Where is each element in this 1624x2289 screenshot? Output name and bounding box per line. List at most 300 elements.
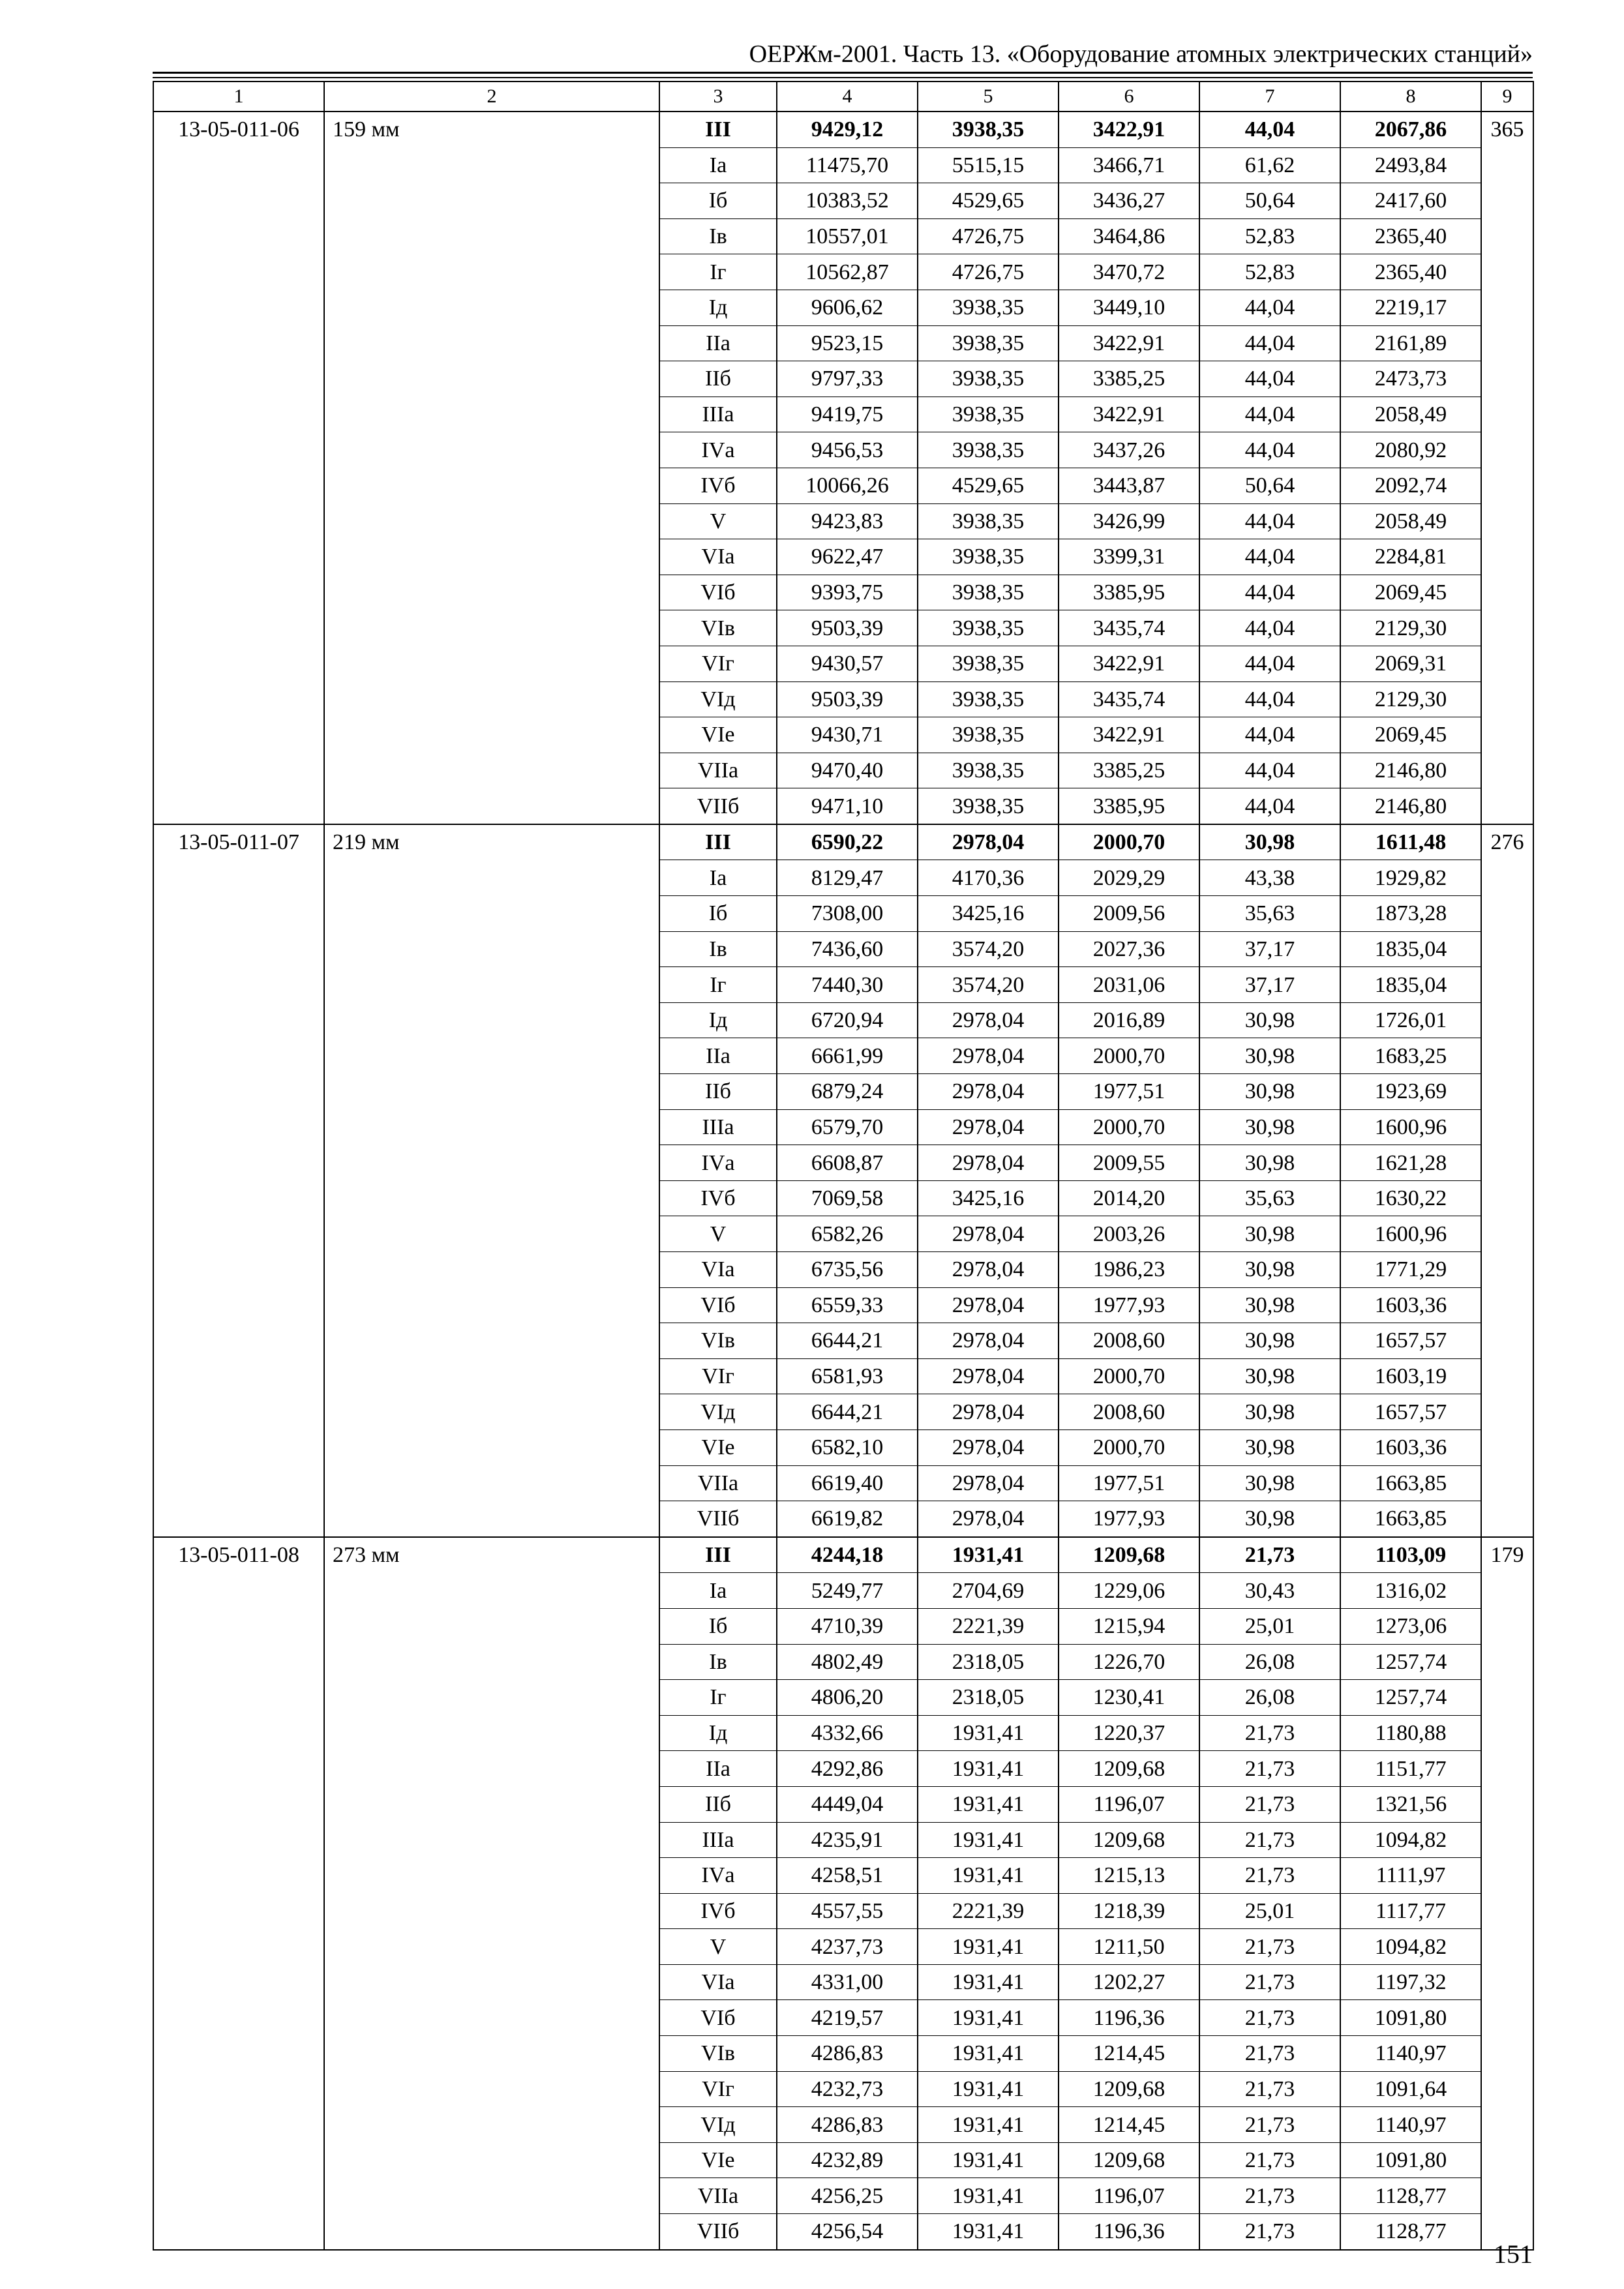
- diameter: 159 мм: [324, 112, 659, 824]
- value-cell: 6619,82: [777, 1501, 918, 1537]
- value-cell: 2978,04: [918, 1429, 1059, 1465]
- value-cell: 21,73: [1199, 1929, 1340, 1965]
- value-cell: 9471,10: [777, 788, 918, 824]
- value-cell: 9430,57: [777, 646, 918, 681]
- value-cell: 4529,65: [918, 183, 1059, 219]
- value-cell: 21,73: [1199, 1751, 1340, 1787]
- value-cell: 3443,87: [1059, 468, 1199, 503]
- value-cell: 1226,70: [1059, 1644, 1199, 1680]
- value-cell: 2978,04: [918, 1465, 1059, 1501]
- value-cell: 1094,82: [1340, 1822, 1481, 1858]
- value-cell: 35,63: [1199, 1180, 1340, 1216]
- value-cell: 52,83: [1199, 218, 1340, 254]
- value-cell: 1663,85: [1340, 1465, 1481, 1501]
- value-cell: 30,98: [1199, 1109, 1340, 1145]
- value-cell: 1140,97: [1340, 2107, 1481, 2143]
- value-cell: 3466,71: [1059, 147, 1199, 183]
- value-cell: 6720,94: [777, 1002, 918, 1038]
- rate-code: 13-05-011-06: [153, 112, 324, 824]
- zone-label: Iа: [659, 147, 777, 183]
- value-cell: 44,04: [1199, 681, 1340, 717]
- value-cell: 3435,74: [1059, 610, 1199, 646]
- value-cell: 2161,89: [1340, 325, 1481, 361]
- value-cell: 1621,28: [1340, 1145, 1481, 1181]
- value-cell: 2080,92: [1340, 432, 1481, 468]
- value-cell: 1196,36: [1059, 2214, 1199, 2250]
- value-cell: 1211,50: [1059, 1929, 1199, 1965]
- value-cell: 1091,80: [1340, 2142, 1481, 2178]
- value-cell: 1218,39: [1059, 1893, 1199, 1929]
- value-cell: 44,04: [1199, 575, 1340, 610]
- page-number: 151: [1494, 2239, 1533, 2269]
- value-cell: 2978,04: [918, 1252, 1059, 1288]
- value-cell: 50,64: [1199, 468, 1340, 503]
- value-cell: 10066,26: [777, 468, 918, 503]
- value-cell: 1931,41: [918, 2214, 1059, 2250]
- value-cell: 11475,70: [777, 147, 918, 183]
- value-cell: 1873,28: [1340, 896, 1481, 932]
- zone-label: VIа: [659, 1252, 777, 1288]
- column-number: 7: [1199, 82, 1340, 112]
- value-cell: 2978,04: [918, 1145, 1059, 1181]
- value-cell: 2009,56: [1059, 896, 1199, 932]
- value-cell: 1835,04: [1340, 931, 1481, 967]
- zone-label: VIа: [659, 539, 777, 575]
- value-cell: 1103,09: [1340, 1537, 1481, 1573]
- value-cell: 9423,83: [777, 503, 918, 539]
- value-cell: 30,98: [1199, 1465, 1340, 1501]
- value-cell: 44,04: [1199, 610, 1340, 646]
- value-cell: 2219,17: [1340, 290, 1481, 325]
- value-cell: 6608,87: [777, 1145, 918, 1181]
- zone-label: Iд: [659, 1715, 777, 1751]
- column-number: 9: [1481, 82, 1533, 112]
- value-cell: 1603,36: [1340, 1429, 1481, 1465]
- value-cell: 4237,73: [777, 1929, 918, 1965]
- value-cell: 61,62: [1199, 147, 1340, 183]
- zone-label: VIг: [659, 646, 777, 681]
- value-cell: 1209,68: [1059, 1822, 1199, 1858]
- value-cell: 2014,20: [1059, 1180, 1199, 1216]
- value-cell: 2008,60: [1059, 1323, 1199, 1359]
- value-cell: 1683,25: [1340, 1038, 1481, 1074]
- value-cell: 4232,89: [777, 2142, 918, 2178]
- value-cell: 2009,55: [1059, 1145, 1199, 1181]
- value-cell: 1215,13: [1059, 1858, 1199, 1894]
- value-cell: 35,63: [1199, 896, 1340, 932]
- value-cell: 1220,37: [1059, 1715, 1199, 1751]
- value-cell: 4219,57: [777, 2000, 918, 2036]
- value-cell: 10562,87: [777, 254, 918, 290]
- value-cell: 4258,51: [777, 1858, 918, 1894]
- value-cell: 44,04: [1199, 503, 1340, 539]
- value-cell: 1091,64: [1340, 2071, 1481, 2107]
- zone-label: IVб: [659, 1180, 777, 1216]
- rate-code: 13-05-011-07: [153, 824, 324, 1537]
- value-cell: 9523,15: [777, 325, 918, 361]
- zone-label: IVа: [659, 1145, 777, 1181]
- value-cell: 2318,05: [918, 1644, 1059, 1680]
- zone-label: VIд: [659, 2107, 777, 2143]
- value-cell: 1091,80: [1340, 2000, 1481, 2036]
- column-number: 1: [153, 82, 324, 112]
- value-cell: 3938,35: [918, 610, 1059, 646]
- value-cell: 7308,00: [777, 896, 918, 932]
- zone-label: VIб: [659, 575, 777, 610]
- value-cell: 3435,74: [1059, 681, 1199, 717]
- value-cell: 2000,70: [1059, 1429, 1199, 1465]
- value-cell: 2000,70: [1059, 824, 1199, 860]
- value-cell: 1257,74: [1340, 1680, 1481, 1716]
- value-cell: 6582,26: [777, 1216, 918, 1252]
- value-cell: 1630,22: [1340, 1180, 1481, 1216]
- value-cell: 1128,77: [1340, 2214, 1481, 2250]
- zone-label: VIе: [659, 717, 777, 753]
- value-cell: 2978,04: [918, 1002, 1059, 1038]
- value-cell: 6582,10: [777, 1429, 918, 1465]
- value-cell: 1835,04: [1340, 967, 1481, 1003]
- zone-label: VIв: [659, 1323, 777, 1359]
- value-cell: 1209,68: [1059, 2142, 1199, 2178]
- value-cell: 2008,60: [1059, 1394, 1199, 1430]
- value-cell: 1931,41: [918, 1786, 1059, 1822]
- value-cell: 2978,04: [918, 1287, 1059, 1323]
- zone-label: V: [659, 1929, 777, 1965]
- value-cell: 44,04: [1199, 361, 1340, 397]
- value-cell: 2146,80: [1340, 788, 1481, 824]
- value-cell: 2365,40: [1340, 254, 1481, 290]
- value-cell: 4256,25: [777, 2178, 918, 2214]
- zone-label: VIIб: [659, 1501, 777, 1537]
- value-cell: 21,73: [1199, 1822, 1340, 1858]
- value-cell: 3938,35: [918, 112, 1059, 147]
- value-cell: 5249,77: [777, 1573, 918, 1609]
- zone-label: IIIа: [659, 1109, 777, 1145]
- zone-label: IIIа: [659, 1822, 777, 1858]
- value-cell: 6644,21: [777, 1323, 918, 1359]
- zone-label: IIб: [659, 361, 777, 397]
- value-cell: 4710,39: [777, 1608, 918, 1644]
- value-cell: 30,98: [1199, 1252, 1340, 1288]
- value-cell: 1611,48: [1340, 824, 1481, 860]
- value-cell: 3385,95: [1059, 788, 1199, 824]
- zone-label: VIд: [659, 1394, 777, 1430]
- value-cell: 2284,81: [1340, 539, 1481, 575]
- value-cell: 9429,12: [777, 112, 918, 147]
- value-cell: 9503,39: [777, 681, 918, 717]
- value-cell: 1273,06: [1340, 1608, 1481, 1644]
- value-cell: 1230,41: [1059, 1680, 1199, 1716]
- value-cell: 9503,39: [777, 610, 918, 646]
- zone-label: V: [659, 1216, 777, 1252]
- value-cell: 1600,96: [1340, 1109, 1481, 1145]
- column-number: 8: [1340, 82, 1481, 112]
- zone-label: VIа: [659, 1964, 777, 2000]
- value-cell: 3938,35: [918, 432, 1059, 468]
- value-cell: 1215,94: [1059, 1608, 1199, 1644]
- value-cell: 3938,35: [918, 503, 1059, 539]
- value-cell: 1180,88: [1340, 1715, 1481, 1751]
- zone-label: IVб: [659, 1893, 777, 1929]
- value-cell: 1977,51: [1059, 1074, 1199, 1110]
- value-cell: 1140,97: [1340, 2036, 1481, 2072]
- value-cell: 9797,33: [777, 361, 918, 397]
- value-cell: 1931,41: [918, 2071, 1059, 2107]
- value-cell: 5515,15: [918, 147, 1059, 183]
- value-cell: 1977,93: [1059, 1501, 1199, 1537]
- column-number: 3: [659, 82, 777, 112]
- value-cell: 44,04: [1199, 290, 1340, 325]
- value-cell: 21,73: [1199, 2107, 1340, 2143]
- value-cell: 3938,35: [918, 788, 1059, 824]
- value-cell: 1600,96: [1340, 1216, 1481, 1252]
- zone-label: VIIа: [659, 2178, 777, 2214]
- zone-label: VIг: [659, 1358, 777, 1394]
- value-cell: 2067,86: [1340, 112, 1481, 147]
- column-number: 4: [777, 82, 918, 112]
- value-cell: 2069,45: [1340, 575, 1481, 610]
- value-cell: 2221,39: [918, 1893, 1059, 1929]
- zone-label: Iа: [659, 860, 777, 896]
- value-cell: 1663,85: [1340, 1501, 1481, 1537]
- value-cell: 2069,45: [1340, 717, 1481, 753]
- value-cell: 4256,54: [777, 2214, 918, 2250]
- value-cell: 1931,41: [918, 1929, 1059, 1965]
- value-cell: 21,73: [1199, 2036, 1340, 2072]
- zone-label: VIб: [659, 1287, 777, 1323]
- value-cell: 3470,72: [1059, 254, 1199, 290]
- value-cell: 3422,91: [1059, 112, 1199, 147]
- value-cell: 3574,20: [918, 967, 1059, 1003]
- value-cell: 30,43: [1199, 1573, 1340, 1609]
- rate-code: 13-05-011-08: [153, 1537, 324, 2250]
- value-cell: 44,04: [1199, 112, 1340, 147]
- value-cell: 3938,35: [918, 575, 1059, 610]
- zone-label: VIв: [659, 610, 777, 646]
- group-total-row: [153, 112, 1533, 147]
- zone-label: VIг: [659, 2071, 777, 2107]
- zone-label: VIб: [659, 2000, 777, 2036]
- value-cell: 2978,04: [918, 1109, 1059, 1145]
- value-cell: 21,73: [1199, 1858, 1340, 1894]
- value-cell: 25,01: [1199, 1608, 1340, 1644]
- zone-label: VIе: [659, 1429, 777, 1465]
- value-cell: 2978,04: [918, 824, 1059, 860]
- value-cell: 2016,89: [1059, 1002, 1199, 1038]
- value-cell: 1726,01: [1340, 1002, 1481, 1038]
- value-cell: 1923,69: [1340, 1074, 1481, 1110]
- zone-label: IVб: [659, 468, 777, 503]
- value-cell: 4232,73: [777, 2071, 918, 2107]
- value-cell: 4806,20: [777, 1680, 918, 1716]
- value-cell: 21,73: [1199, 1964, 1340, 2000]
- value-cell: 2031,06: [1059, 967, 1199, 1003]
- value-cell: 2318,05: [918, 1680, 1059, 1716]
- value-cell: 3437,26: [1059, 432, 1199, 468]
- zone-label: III: [659, 112, 777, 147]
- value-cell: 44,04: [1199, 396, 1340, 432]
- value-cell: 1196,07: [1059, 2178, 1199, 2214]
- zone-label: Iв: [659, 218, 777, 254]
- value-cell: 21,73: [1199, 1786, 1340, 1822]
- value-cell: 1229,06: [1059, 1573, 1199, 1609]
- value-cell: 3385,95: [1059, 575, 1199, 610]
- value-cell: 21,73: [1199, 1715, 1340, 1751]
- value-cell: 9419,75: [777, 396, 918, 432]
- value-cell: 1931,41: [918, 1715, 1059, 1751]
- value-cell: 3938,35: [918, 539, 1059, 575]
- value-cell: 1603,36: [1340, 1287, 1481, 1323]
- value-cell: 30,98: [1199, 1074, 1340, 1110]
- value-cell: 3422,91: [1059, 646, 1199, 681]
- value-cell: 1128,77: [1340, 2178, 1481, 2214]
- value-cell: 3449,10: [1059, 290, 1199, 325]
- value-cell: 3938,35: [918, 681, 1059, 717]
- zone-label: VIIа: [659, 1465, 777, 1501]
- value-cell: 1094,82: [1340, 1929, 1481, 1965]
- zone-label: Iб: [659, 183, 777, 219]
- value-cell: 6579,70: [777, 1109, 918, 1145]
- value-cell: 2000,70: [1059, 1109, 1199, 1145]
- value-cell: 30,98: [1199, 1358, 1340, 1394]
- value-cell: 26,08: [1199, 1680, 1340, 1716]
- price-table: [153, 81, 1534, 2251]
- value-cell: 1209,68: [1059, 1751, 1199, 1787]
- value-cell: 3426,99: [1059, 503, 1199, 539]
- value-cell: 8129,47: [777, 860, 918, 896]
- zone-label: V: [659, 503, 777, 539]
- value-cell: 52,83: [1199, 254, 1340, 290]
- value-cell: 1931,41: [918, 2178, 1059, 2214]
- zone-label: Iг: [659, 1680, 777, 1716]
- column-number-row: [153, 82, 1533, 112]
- value-cell: 9393,75: [777, 575, 918, 610]
- table-body: [153, 82, 1533, 2250]
- value-cell: 9430,71: [777, 717, 918, 753]
- value-cell: 1771,29: [1340, 1252, 1481, 1288]
- value-cell: 1117,77: [1340, 1893, 1481, 1929]
- zone-label: IIа: [659, 1751, 777, 1787]
- value-cell: 1209,68: [1059, 1537, 1199, 1573]
- zone-label: IIб: [659, 1786, 777, 1822]
- value-cell: 2129,30: [1340, 610, 1481, 646]
- value-cell: 1321,56: [1340, 1786, 1481, 1822]
- value-cell: 1931,41: [918, 1822, 1059, 1858]
- value-cell: 4235,91: [777, 1822, 918, 1858]
- zone-label: Iг: [659, 967, 777, 1003]
- value-cell: 6661,99: [777, 1038, 918, 1074]
- value-cell: 9622,47: [777, 539, 918, 575]
- value-cell: 3422,91: [1059, 396, 1199, 432]
- value-cell: 1214,45: [1059, 2036, 1199, 2072]
- value-cell: 3938,35: [918, 646, 1059, 681]
- value-cell: 4170,36: [918, 860, 1059, 896]
- value-cell: 2029,29: [1059, 860, 1199, 896]
- value-cell: 2704,69: [918, 1573, 1059, 1609]
- value-cell: 2058,49: [1340, 396, 1481, 432]
- value-cell: 3422,91: [1059, 717, 1199, 753]
- value-cell: 4244,18: [777, 1537, 918, 1573]
- value-cell: 1986,23: [1059, 1252, 1199, 1288]
- zone-label: Iв: [659, 1644, 777, 1680]
- value-cell: 30,98: [1199, 1287, 1340, 1323]
- value-cell: 1931,41: [918, 1964, 1059, 2000]
- value-cell: 21,73: [1199, 1537, 1340, 1573]
- zone-label: IIа: [659, 1038, 777, 1074]
- value-cell: 2473,73: [1340, 361, 1481, 397]
- value-cell: 37,17: [1199, 967, 1340, 1003]
- value-cell: 1196,07: [1059, 1786, 1199, 1822]
- value-cell: 2027,36: [1059, 931, 1199, 967]
- value-cell: 3425,16: [918, 896, 1059, 932]
- value-cell: 1977,51: [1059, 1465, 1199, 1501]
- value-cell: 30,98: [1199, 1145, 1340, 1181]
- value-cell: 1257,74: [1340, 1644, 1481, 1680]
- value-cell: 3574,20: [918, 931, 1059, 967]
- value-cell: 30,98: [1199, 1002, 1340, 1038]
- value-cell: 44,04: [1199, 539, 1340, 575]
- value-cell: 3938,35: [918, 717, 1059, 753]
- value-cell: 4292,86: [777, 1751, 918, 1787]
- value-cell: 3385,25: [1059, 753, 1199, 788]
- value-cell: 1931,41: [918, 1858, 1059, 1894]
- value-cell: 2000,70: [1059, 1358, 1199, 1394]
- value-cell: 6590,22: [777, 824, 918, 860]
- value-cell: 2978,04: [918, 1501, 1059, 1537]
- group-total-row: [153, 824, 1533, 860]
- value-cell: 2069,31: [1340, 646, 1481, 681]
- value-cell: 4529,65: [918, 468, 1059, 503]
- header-rule: [153, 72, 1533, 74]
- column-number: 6: [1059, 82, 1199, 112]
- value-cell: 3938,35: [918, 290, 1059, 325]
- value-cell: 6581,93: [777, 1358, 918, 1394]
- value-cell: 10383,52: [777, 183, 918, 219]
- value-cell: 1197,32: [1340, 1964, 1481, 2000]
- value-cell: 1931,41: [918, 1751, 1059, 1787]
- value-cell: 30,98: [1199, 1216, 1340, 1252]
- diameter: 273 мм: [324, 1537, 659, 2250]
- value-cell: 30,98: [1199, 1429, 1340, 1465]
- zone-label: VIIа: [659, 753, 777, 788]
- value-cell: 44,04: [1199, 325, 1340, 361]
- value-cell: 44,04: [1199, 646, 1340, 681]
- zone-label: IVа: [659, 1858, 777, 1894]
- zone-label: Iб: [659, 1608, 777, 1644]
- value-cell: 2000,70: [1059, 1038, 1199, 1074]
- value-cell: 21,73: [1199, 2000, 1340, 2036]
- zone-label: III: [659, 1537, 777, 1573]
- value-cell: 1657,57: [1340, 1394, 1481, 1430]
- column-number: 5: [918, 82, 1059, 112]
- group-total-row: [153, 1537, 1533, 1573]
- zone-label: Iа: [659, 1573, 777, 1609]
- value-cell: 4286,83: [777, 2107, 918, 2143]
- value-cell: 3464,86: [1059, 218, 1199, 254]
- value-cell: 2978,04: [918, 1394, 1059, 1430]
- value-cell: 1209,68: [1059, 2071, 1199, 2107]
- col9-value: 365: [1481, 112, 1533, 824]
- value-cell: 3385,25: [1059, 361, 1199, 397]
- value-cell: 25,01: [1199, 1893, 1340, 1929]
- value-cell: 2058,49: [1340, 503, 1481, 539]
- value-cell: 4332,66: [777, 1715, 918, 1751]
- value-cell: 1202,27: [1059, 1964, 1199, 2000]
- zone-label: III: [659, 824, 777, 860]
- value-cell: 2221,39: [918, 1608, 1059, 1644]
- value-cell: 2978,04: [918, 1216, 1059, 1252]
- value-cell: 44,04: [1199, 717, 1340, 753]
